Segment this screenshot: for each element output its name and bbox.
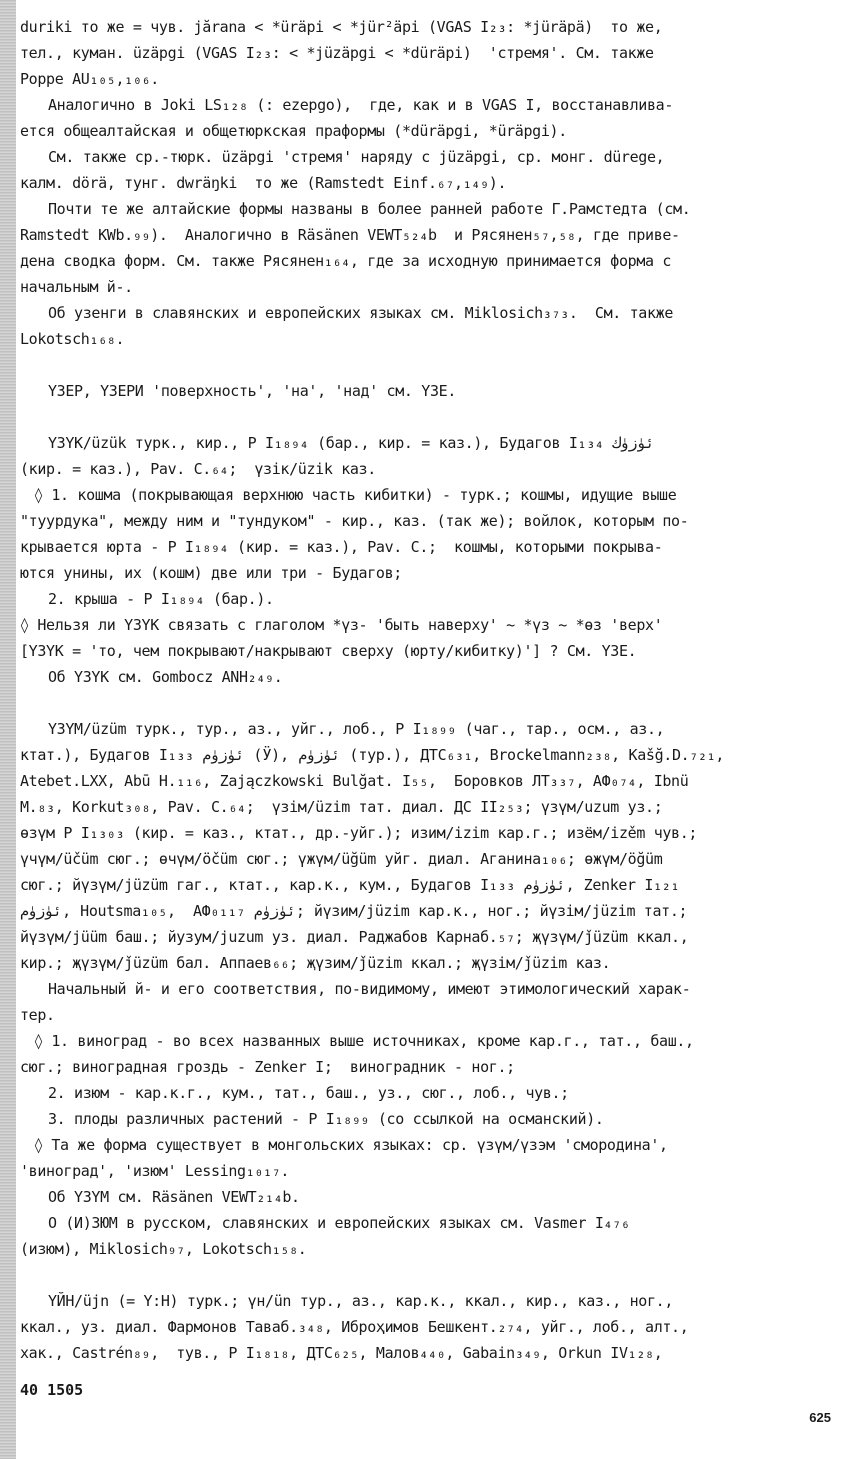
text-line: крывается юрта - Р I₁₈₉₄ (кир. = каз.), Pav. C.; кошмы, которыми покрыва- <box>20 538 663 556</box>
text-line: durikі то же = чув. jărana < *üräpi < *jür²äpi (VGAS I₂₃: *jüräpä) то же, <box>20 18 663 36</box>
text-line: тер. <box>20 1006 55 1024</box>
text-line: "туурдука", между ним и "тундуком" - кир., каз. (так же); войлок, которым по- <box>20 512 689 530</box>
entry-headword-line: ҮЗЕР, ҮЗЕРИ 'поверхность', 'на', 'над' см. ҮЗЕ. <box>48 382 456 400</box>
text-line: Почти те же алтайские формы названы в более ранней работе Г.Рамстедта (см. <box>48 200 691 218</box>
text-line: Об ҮЗҮК см. Gombocz ANH₂₄₉. <box>48 668 283 686</box>
text-line: ктат.), Будагов I₁₃₃ ئۈزۈم (Ӱ), ئۈزۈم (тур.), ДТС₆₃₁, Brockelmann₂₃₈, Kašğ.D.₇₂₁, <box>20 746 725 764</box>
text-line: О (И)ЗЮМ в русском, славянских и европейских языках см. Vasmer I₄₇₆ <box>48 1214 630 1232</box>
signature-mark: 40 1505 <box>20 1381 84 1399</box>
text-line: ◊ Та же форма существует в монгольских языках: ср. үзүм/үзэм 'смородина', <box>34 1136 668 1154</box>
text-line: ◊ 1. виноград - во всех названных выше источниках, кроме кар.г., тат., баш., <box>34 1032 694 1050</box>
blank-line <box>20 352 832 378</box>
entry-headword-line: ҮЗҮМ/üzüm турк., тур., аз., уйг., лоб., Р I₁₈₉₉ (чаг., тар., осм., аз., <box>48 720 665 738</box>
text-line: калм. dörä, тунг. dwräŋki то же (Ramstedt Einf.₆₇,₁₄₉). <box>20 174 507 192</box>
text-line: тел., куман. üzäpgi (VGAS I₂₃: < *jüzäpgi < *düräpi) 'стремя'. См. также <box>20 44 654 62</box>
text-line: 2. изюм - кар.к.г., кум., тат., баш., уз., сюг., лоб., чув.; <box>48 1084 569 1102</box>
text-line: дена сводка форм. См. также Рясянен₁₆₄, где за исходную принимается форма с <box>20 252 672 270</box>
text-line: өзүм Р I₁₃₀₃ (кир. = каз., ктат., др.-уйг.); изим/izim кар.г.; изём/izěm чув.; <box>20 824 698 842</box>
text-line: Об узенги в славянских и европейских языках см. Miklosich₃₇₃. См. также <box>48 304 674 322</box>
text-line: Об ҮЗҮМ см. Räsänen VEWT₂₁₄b. <box>48 1188 300 1206</box>
text-line: кир.; җүзүм/ǰüzüm бал. Аппаев₆₆; җүзим/ǰüzim ккал.; җүзім/ǰüzim каз. <box>20 954 611 972</box>
blank-line <box>20 1262 832 1288</box>
page-number: 625 <box>809 1410 831 1425</box>
text-line: См. также ср.-тюрк. üzäpgi 'стремя' наряду с jüzäpgi, ср. монг. dürege, <box>48 148 665 166</box>
text-line: ется общеалтайская и общетюркская праформы (*düräpgi, *üräpgi). <box>20 122 567 140</box>
text-line: ккал., уз. диал. Фармонов Таваб.₃₄₈, Иброҳимов Бешкент.₂₇₄, уйг., лоб., алт., <box>20 1318 689 1336</box>
blank-line <box>20 690 832 716</box>
text-line: 'виноград', 'изюм' Lessing₁₀₁₇. <box>20 1162 290 1180</box>
text-line: [ҮЗҮК = 'то, чем покрывают/накрывают сверху (юрту/кибитку)'] ? См. ҮЗЕ. <box>20 642 637 660</box>
text-line: Ramstedt KWb.₉₉). Аналогично в Räsänen VEWT₅₂₄b и Рясянен₅₇,₅₈, где приве- <box>20 226 680 244</box>
entry-headword-line: ҮЙН/üjn (= Ү:Н) турк.; үн/ün тур., аз., кар.к., ккал., кир., каз., ног., <box>48 1292 674 1310</box>
text-line: Atebet.LXX, Abū H.₁₁₆, Zajączkowski Bulğat. I₅₅, Боровков ЛТ₃₃₇, АФ₀₇₄, Ibnü <box>20 772 689 790</box>
text-line: (кир. = каз.), Pav. C.₆₄; үзік/üzik каз. <box>20 460 376 478</box>
entry-headword-line: ҮЗҮК/üzük турк., кир., Р I₁₈₉₄ (бар., кир. = каз.), Будагов I₁₃₄ ئۈزۈك <box>48 434 655 452</box>
text-line: хак., Castrén₈₉, тув., Р I₁₈₁₈, ДТС₆₂₅, Малов₄₄₀, Gabain₃₄₉, Orkun IV₁₂₈, <box>20 1344 663 1362</box>
text-line: (изюм), Miklosich₉₇, Lokotsch₁₅₈. <box>20 1240 307 1258</box>
text-line: начальным й-. <box>20 278 133 296</box>
text-line: ئۈزۈم, Houtsma₁₀₅, АФ₀₁₁₇ ئۈزۈم; йүзим/jüzim кар.к., ног.; йүзім/jüzim тат.; <box>20 902 688 920</box>
text-line: ◊ Нельзя ли ҮЗҮК связать с глаголом *үз- 'быть наверху' ~ *үз ~ *өз 'верх' <box>20 616 663 634</box>
text-line: Lokotsch₁₆₈. <box>20 330 125 348</box>
text-line: үчүм/üčüm сюг.; өчүм/öčüm сюг.; үжүм/üğüm уйг. диал. Аганина₁₀₆; өжүм/öğüm <box>20 850 663 868</box>
text-line: ◊ 1. кошма (покрывающая верхнюю часть кибитки) - турк.; кошмы, идущие выше <box>34 486 677 504</box>
text-line: йүзүм/jüüm баш.; йузум/juzum уз. диал. Раджабов Карнаб.₅₇; җүзүм/ǰüzüm ккал., <box>20 928 689 946</box>
dictionary-page <box>20 14 832 1366</box>
text-line: 3. плоды различных растений - Р I₁₈₉₉ (со ссылкой на османский). <box>48 1110 604 1128</box>
text-line: M.₈₃, Korkut₃₀₈, Pav. C.₆₄; үзім/üzim тат. диал. ДС II₂₅₃; үзүм/uzum уз.; <box>20 798 663 816</box>
text-line: ются унины, их (кошм) две или три - Будагов; <box>20 564 402 582</box>
text-line: Начальный й- и его соответствия, по-видимому, имеют этимологический харак- <box>48 980 691 998</box>
scan-edge <box>0 0 16 1459</box>
blank-line <box>20 404 832 430</box>
text-line: Poppe AU₁₀₅,₁₀₆. <box>20 70 159 88</box>
text-line: Аналогично в Joki LS₁₂₈ (: ezepgo), где, как и в VGAS I, восстанавлива- <box>48 96 674 114</box>
text-line: сюг.; виноградная гроздь - Zenker I; виноградник - ног.; <box>20 1058 515 1076</box>
text-line: сюг.; йүзүм/jüzüm гаг., ктат., кар.к., кум., Будагов I₁₃₃ ئۈزۈم, Zenker I₁₂₁ <box>20 876 680 894</box>
text-line: 2. крыша - Р I₁₈₉₄ (бар.). <box>48 590 274 608</box>
